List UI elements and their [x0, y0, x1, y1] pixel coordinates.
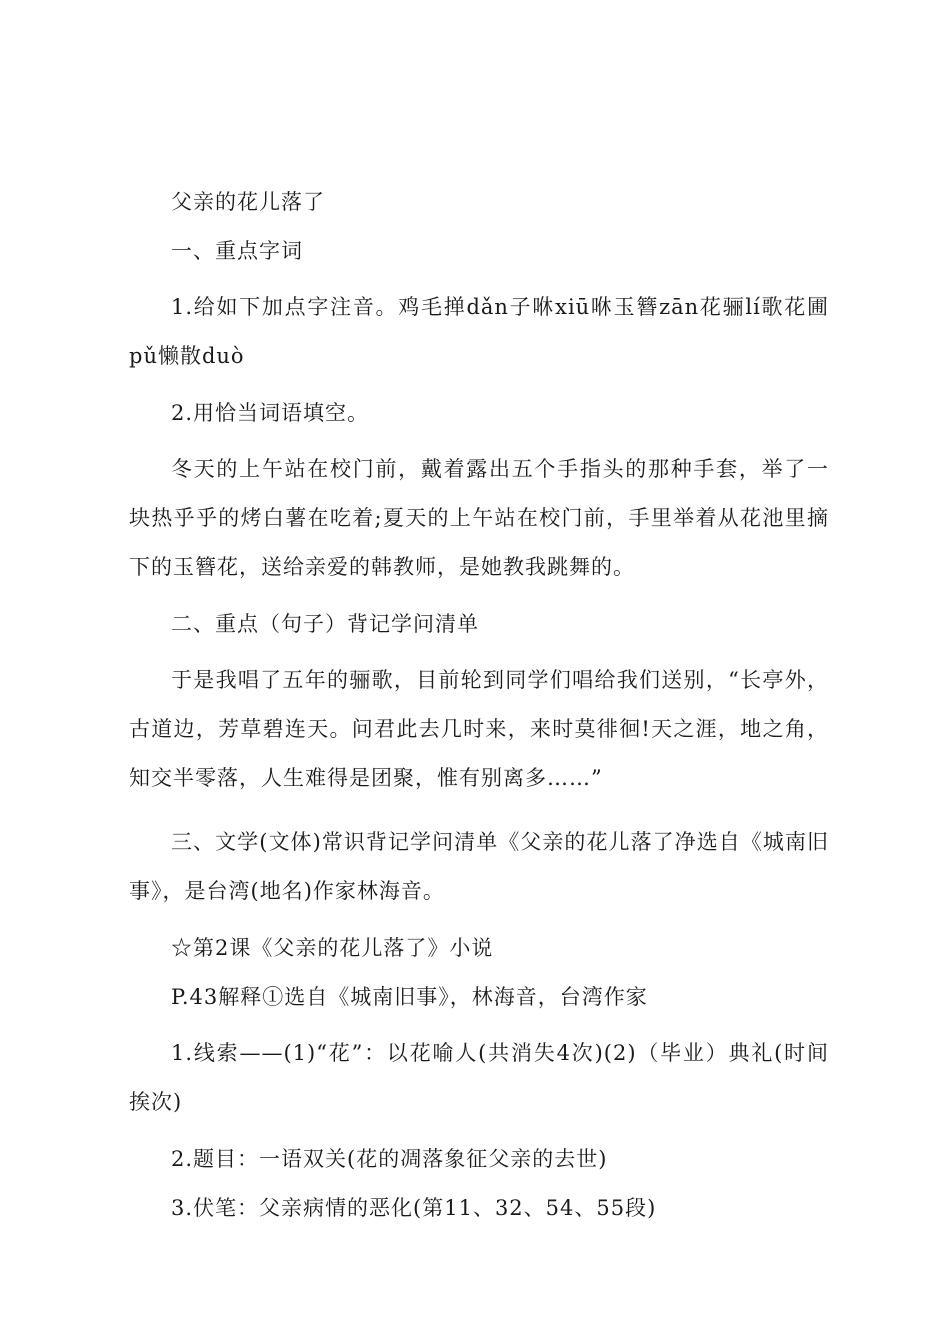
fill-in-exercise: 2.用恰当词语填空。 — [171, 401, 370, 425]
text-excerpt: 冬天的上午站在校门前，戴着露出五个手指头的那种手套，举了一块热乎乎的烤白薯在吃着;夏天的上午站在校门前，手里举着从花池里摘下的玉簪花，送给亲爱的韩教师，是她教我跳舞的。 — [129, 457, 829, 579]
clue-point: 1.线索——(1)“花”：以花喻人(共消失4次)(2)（毕业）典礼(时间挨次) — [129, 1041, 829, 1114]
document-body — [129, 185, 829, 1240]
pinyin-exercise: 1.给如下加点字注音。鸡毛掸dǎn子咻xiū咻玉簪zān花骊lí歌花圃pǔ懒散duò — [129, 295, 829, 368]
foreshadowing-point: 3.伏笔：父亲病情的恶化(第11、32、54、55段) — [171, 1196, 657, 1220]
title-point: 2.题目：一语双关(花的凋落象征父亲的去世) — [171, 1147, 608, 1171]
document-title: 父亲的花儿落了 — [171, 190, 325, 214]
section-heading-key-words: 一、重点字词 — [171, 239, 303, 263]
annotation-note: P.43解释①选自《城南旧事》，林海音，台湾作家 — [171, 985, 648, 1009]
section-heading-key-sentences: 二、重点（句子）背记学问清单 — [171, 612, 479, 636]
literary-knowledge: 三、文学(文体)常识背记学问清单《父亲的花儿落了净选自《城南旧事》，是台湾(地名)作家林海音。 — [129, 830, 829, 903]
lesson-title: ☆第2课《父亲的花儿落了》小说 — [171, 936, 494, 960]
key-sentence-quote: 于是我唱了五年的骊歌，目前轮到同学们唱给我们送别，“长亭外，古道边，芳草碧连天。问君此去几时来，来时莫徘徊!天之涯，地之角，知交半零落，人生难得是团聚，惟有别离多……” — [129, 668, 829, 790]
